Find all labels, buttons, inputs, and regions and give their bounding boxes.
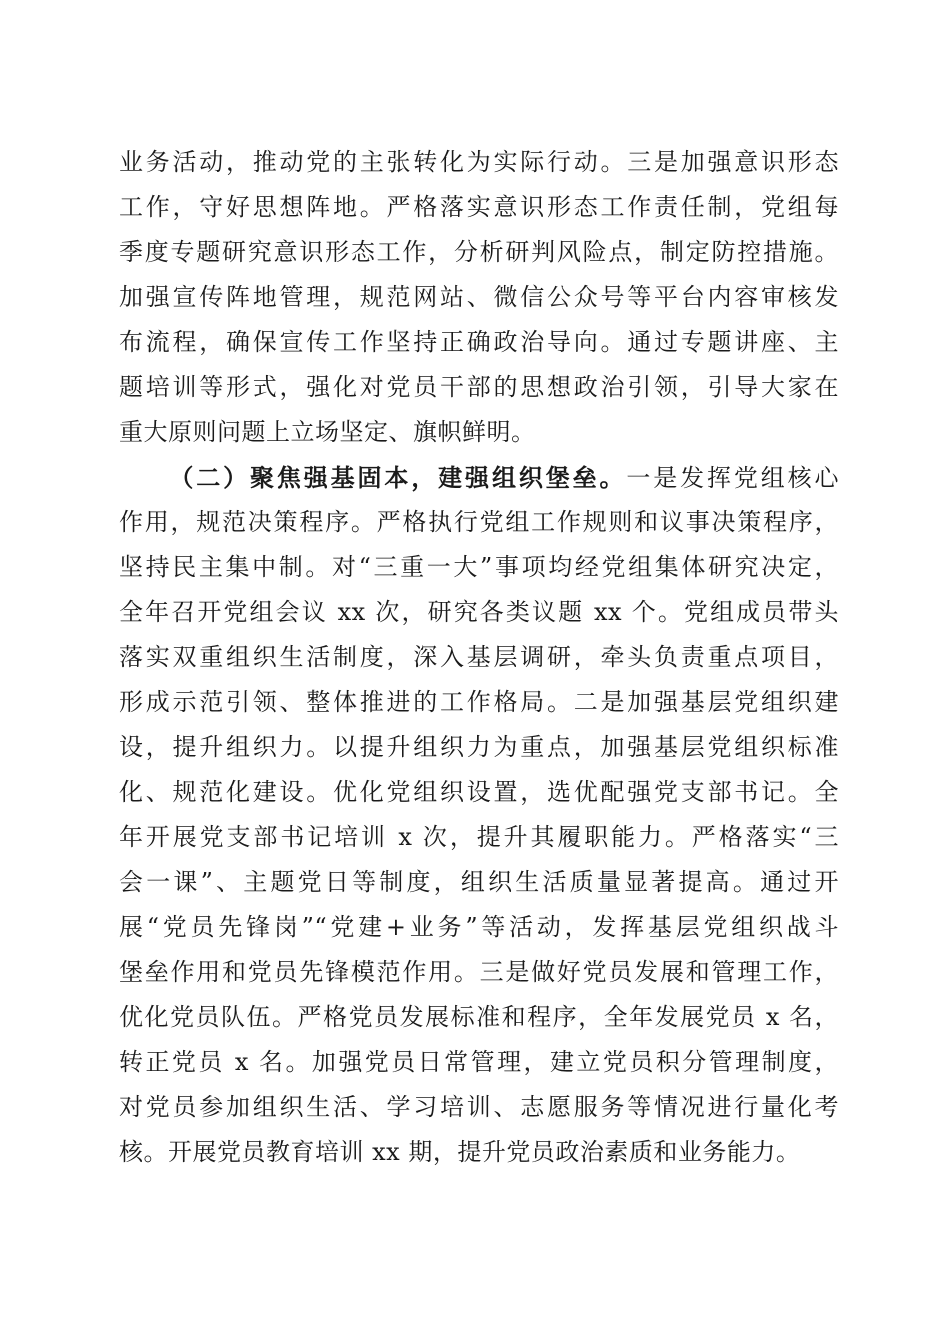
text-line: 形成示范引领、整体推进的工作格局。二是加强基层党组织建 [119,688,839,716]
text-line: 转正党员 x 名。加强党员日常管理，建立党员积分管理制度， [119,1048,839,1076]
text-line: 布流程，确保宣传工作坚持正确政治导向。通过专题讲座、主 [119,328,839,356]
text-line: 季度专题研究意识形态工作，分析研判风险点，制定防控措施。 [119,238,839,266]
text-line: 会一课”、主题党日等制度，组织生活质量显著提高。通过开 [119,868,839,896]
heading-line-rest: 一是发挥党组核心 [626,464,839,492]
text-line: 堡垒作用和党员先锋模范作用。三是做好党员发展和管理工作， [119,958,839,986]
text-line: 全年召开党组会议 xx 次，研究各类议题 xx 个。党组成员带头 [119,598,839,626]
text-line: 加强宣传阵地管理，规范网站、微信公众号等平台内容审核发 [119,283,839,311]
text-line: 对党员参加组织生活、学习培训、志愿服务等情况进行量化考 [119,1093,839,1121]
text-line: 题培训等形式，强化对党员干部的思想政治引领，引导大家在 [119,373,839,401]
text-line-first [119,455,839,500]
text-line: 业务活动，推动党的主张转化为实际行动。三是加强意识形态 [119,148,839,176]
text-line: 年开展党支部书记培训 x 次，提升其履职能力。严格落实“三 [119,823,839,851]
text-line: 核。开展党员教育培训 xx 期，提升党员政治素质和业务能力。 [119,1138,801,1166]
text-line: 重大原则问题上立场坚定、旗帜鲜明。 [119,418,536,446]
text-line: 坚持民主集中制。对“三重一大”事项均经党组集体研究决定， [119,553,839,581]
text-line: 落实双重组织生活制度，深入基层调研，牵头负责重点项目， [119,643,839,671]
text-line: 工作，守好思想阵地。严格落实意识形态工作责任制，党组每 [119,193,839,221]
paragraph-1 [119,140,839,455]
text-line: 化、规范化建设。优化党组织设置，选优配强党支部书记。全 [119,778,839,806]
text-line: 优化党员队伍。严格党员发展标准和程序，全年发展党员 x 名， [119,1003,839,1031]
paragraph-2 [119,455,839,1175]
text-line: 作用，规范决策程序。严格执行党组工作规则和议事决策程序， [119,508,839,536]
text-line: 设，提升组织力。以提升组织力为重点，加强基层党组织标准 [119,733,839,761]
text-line: 展“党员先锋岗”“党建+业务”等活动，发挥基层党组织战斗 [119,913,839,941]
section-heading: （二）聚焦强基固本，建强组织堡垒。 [167,463,627,492]
body-text [119,140,839,1175]
